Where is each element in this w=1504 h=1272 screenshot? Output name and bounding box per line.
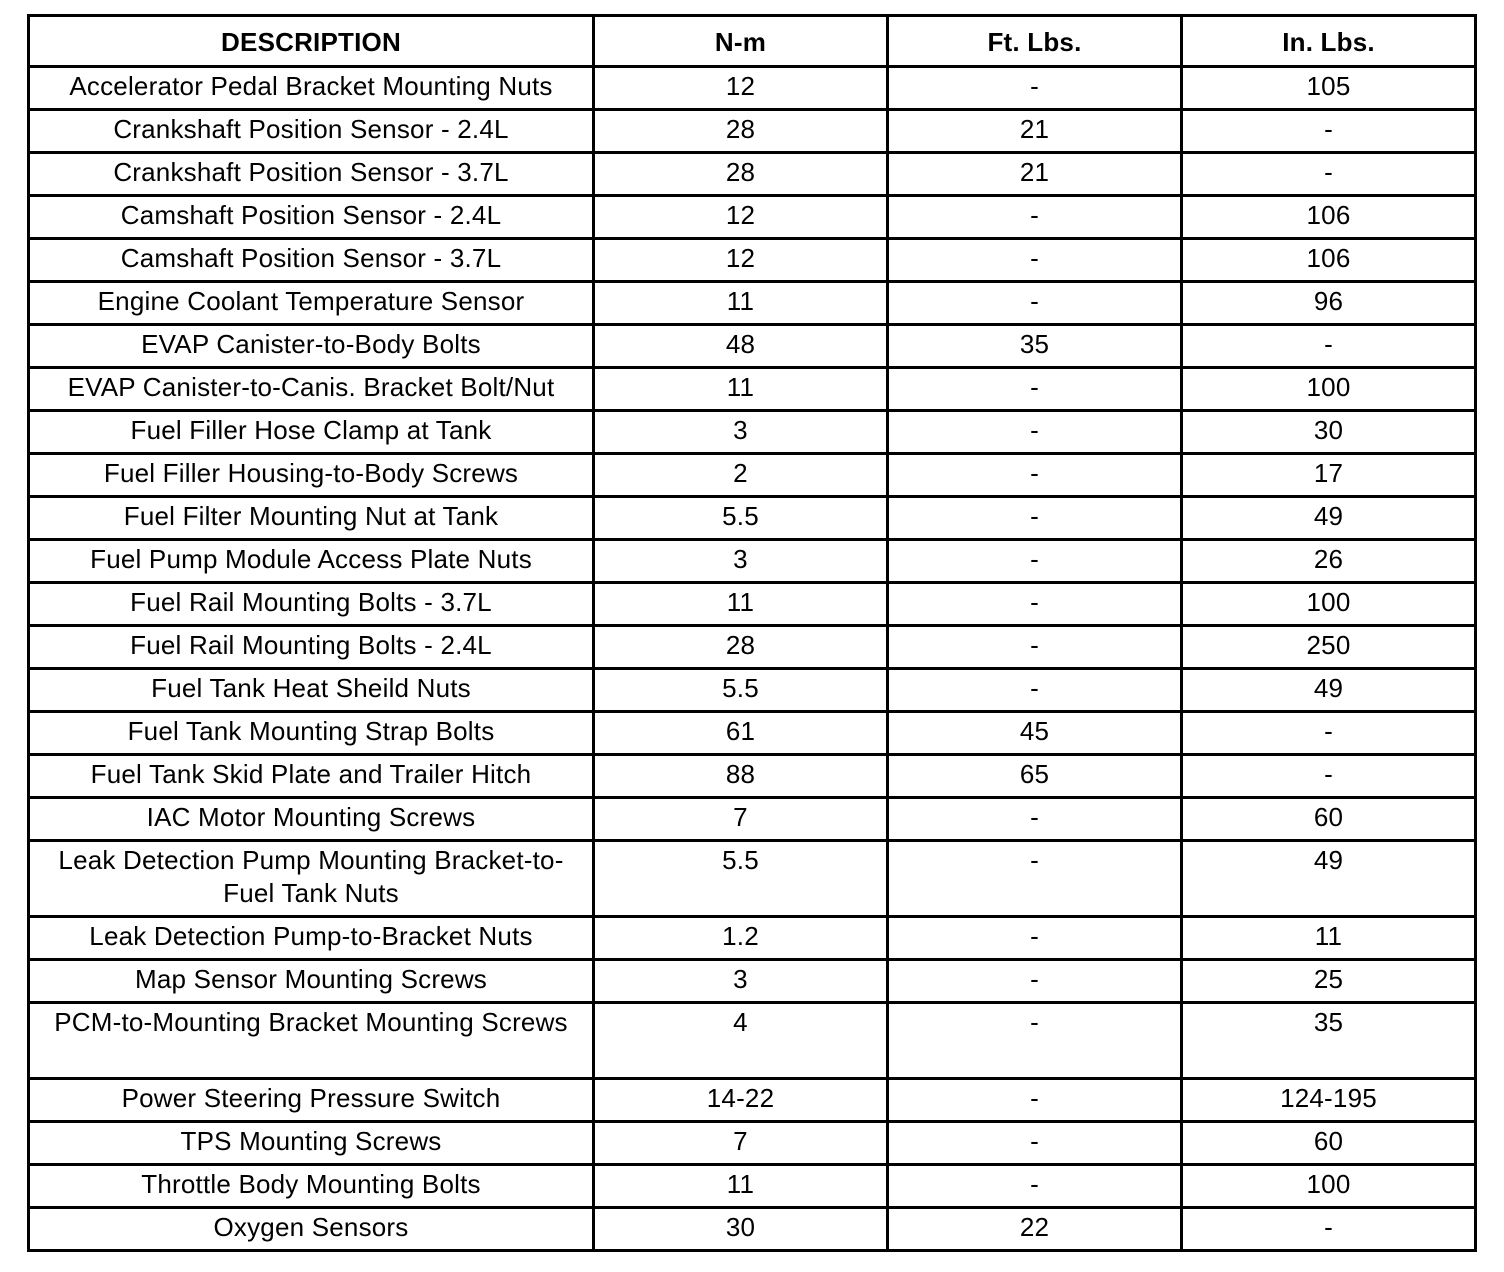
table-row (29, 755, 1476, 798)
cell-nm: 5.5 (594, 841, 888, 917)
header-nm: N-m (594, 16, 888, 67)
cell-ft-lbs: 35 (888, 325, 1182, 368)
cell-description: Fuel Filler Housing-to-Body Screws (29, 454, 594, 497)
table-row (29, 497, 1476, 540)
cell-nm: 7 (594, 798, 888, 841)
cell-ft-lbs: - (888, 239, 1182, 282)
cell-description: Crankshaft Position Sensor - 2.4L (29, 110, 594, 153)
table-row (29, 626, 1476, 669)
table-row (29, 196, 1476, 239)
cell-nm: 11 (594, 368, 888, 411)
cell-ft-lbs: - (888, 1165, 1182, 1208)
cell-ft-lbs: - (888, 583, 1182, 626)
cell-nm: 11 (594, 1165, 888, 1208)
table-row (29, 1165, 1476, 1208)
table-row (29, 712, 1476, 755)
cell-description: Oxygen Sensors (29, 1208, 594, 1251)
cell-description: Fuel Pump Module Access Plate Nuts (29, 540, 594, 583)
cell-nm: 7 (594, 1122, 888, 1165)
cell-in-lbs: 25 (1182, 960, 1476, 1003)
cell-description: EVAP Canister-to-Canis. Bracket Bolt/Nut (29, 368, 594, 411)
cell-nm: 14-22 (594, 1079, 888, 1122)
cell-nm: 48 (594, 325, 888, 368)
cell-nm: 3 (594, 960, 888, 1003)
cell-ft-lbs: - (888, 497, 1182, 540)
cell-nm: 12 (594, 239, 888, 282)
cell-in-lbs: 11 (1182, 917, 1476, 960)
cell-in-lbs: 30 (1182, 411, 1476, 454)
table-row (29, 110, 1476, 153)
cell-in-lbs: 49 (1182, 841, 1476, 917)
cell-nm: 2 (594, 454, 888, 497)
cell-ft-lbs: - (888, 1003, 1182, 1079)
cell-description: Engine Coolant Temperature Sensor (29, 282, 594, 325)
table-row (29, 669, 1476, 712)
cell-description: Fuel Rail Mounting Bolts - 3.7L (29, 583, 594, 626)
cell-in-lbs: 60 (1182, 1122, 1476, 1165)
table-row (29, 1208, 1476, 1251)
cell-nm: 5.5 (594, 669, 888, 712)
cell-ft-lbs: - (888, 960, 1182, 1003)
cell-description: Leak Detection Pump Mounting Bracket-to-Fuel Tank Nuts (29, 841, 594, 917)
cell-ft-lbs: 21 (888, 110, 1182, 153)
cell-ft-lbs: - (888, 917, 1182, 960)
cell-description: Accelerator Pedal Bracket Mounting Nuts (29, 67, 594, 110)
cell-in-lbs: - (1182, 755, 1476, 798)
cell-ft-lbs: - (888, 368, 1182, 411)
table-row (29, 540, 1476, 583)
cell-in-lbs: - (1182, 110, 1476, 153)
cell-in-lbs: 96 (1182, 282, 1476, 325)
cell-nm: 4 (594, 1003, 888, 1079)
cell-nm: 12 (594, 67, 888, 110)
cell-ft-lbs: 21 (888, 153, 1182, 196)
cell-ft-lbs: 22 (888, 1208, 1182, 1251)
cell-in-lbs: 35 (1182, 1003, 1476, 1079)
cell-ft-lbs: - (888, 540, 1182, 583)
table-row (29, 583, 1476, 626)
cell-nm: 28 (594, 110, 888, 153)
cell-in-lbs: 49 (1182, 497, 1476, 540)
cell-description: Fuel Rail Mounting Bolts - 2.4L (29, 626, 594, 669)
cell-ft-lbs: - (888, 798, 1182, 841)
cell-ft-lbs: - (888, 282, 1182, 325)
cell-nm: 11 (594, 583, 888, 626)
table-row (29, 1122, 1476, 1165)
cell-nm: 12 (594, 196, 888, 239)
cell-in-lbs: - (1182, 712, 1476, 755)
cell-description: Throttle Body Mounting Bolts (29, 1165, 594, 1208)
cell-nm: 88 (594, 755, 888, 798)
cell-ft-lbs: 65 (888, 755, 1182, 798)
table-row (29, 411, 1476, 454)
table-row (29, 282, 1476, 325)
cell-nm: 3 (594, 411, 888, 454)
cell-description: Camshaft Position Sensor - 3.7L (29, 239, 594, 282)
cell-in-lbs: 106 (1182, 239, 1476, 282)
cell-description: Crankshaft Position Sensor - 3.7L (29, 153, 594, 196)
cell-description: Camshaft Position Sensor - 2.4L (29, 196, 594, 239)
table-row (29, 153, 1476, 196)
cell-ft-lbs: - (888, 1079, 1182, 1122)
cell-in-lbs: 100 (1182, 368, 1476, 411)
header-ft-lbs: Ft. Lbs. (888, 16, 1182, 67)
header-in-lbs: In. Lbs. (1182, 16, 1476, 67)
cell-description: PCM-to-Mounting Bracket Mounting Screws (29, 1003, 594, 1079)
cell-ft-lbs: - (888, 454, 1182, 497)
header-description: DESCRIPTION (29, 16, 594, 67)
cell-nm: 28 (594, 626, 888, 669)
cell-description: Map Sensor Mounting Screws (29, 960, 594, 1003)
table-header-row (29, 16, 1476, 67)
cell-description: Fuel Tank Heat Sheild Nuts (29, 669, 594, 712)
cell-description: IAC Motor Mounting Screws (29, 798, 594, 841)
table-row (29, 67, 1476, 110)
cell-description: Fuel Filler Hose Clamp at Tank (29, 411, 594, 454)
cell-ft-lbs: - (888, 669, 1182, 712)
cell-in-lbs: - (1182, 1208, 1476, 1251)
cell-ft-lbs: - (888, 411, 1182, 454)
cell-in-lbs: - (1182, 325, 1476, 368)
cell-in-lbs: 26 (1182, 540, 1476, 583)
cell-ft-lbs: - (888, 841, 1182, 917)
cell-nm: 11 (594, 282, 888, 325)
cell-nm: 5.5 (594, 497, 888, 540)
cell-nm: 28 (594, 153, 888, 196)
cell-description: Fuel Filter Mounting Nut at Tank (29, 497, 594, 540)
cell-ft-lbs: - (888, 626, 1182, 669)
cell-ft-lbs: - (888, 67, 1182, 110)
table-row (29, 798, 1476, 841)
table-row (29, 368, 1476, 411)
cell-ft-lbs: 45 (888, 712, 1182, 755)
table-row (29, 960, 1476, 1003)
cell-description: Power Steering Pressure Switch (29, 1079, 594, 1122)
table-row (29, 1079, 1476, 1122)
cell-in-lbs: 106 (1182, 196, 1476, 239)
table-row (29, 1003, 1476, 1079)
table-row (29, 841, 1476, 917)
cell-in-lbs: 17 (1182, 454, 1476, 497)
cell-in-lbs: 250 (1182, 626, 1476, 669)
cell-description: EVAP Canister-to-Body Bolts (29, 325, 594, 368)
table-row (29, 917, 1476, 960)
cell-nm: 61 (594, 712, 888, 755)
cell-in-lbs: 105 (1182, 67, 1476, 110)
cell-nm: 1.2 (594, 917, 888, 960)
cell-in-lbs: 60 (1182, 798, 1476, 841)
cell-in-lbs: 49 (1182, 669, 1476, 712)
table-body (29, 67, 1476, 1251)
cell-ft-lbs: - (888, 1122, 1182, 1165)
cell-in-lbs: 100 (1182, 583, 1476, 626)
cell-nm: 30 (594, 1208, 888, 1251)
cell-description: Leak Detection Pump-to-Bracket Nuts (29, 917, 594, 960)
cell-in-lbs: - (1182, 153, 1476, 196)
torque-spec-table (27, 14, 1477, 1252)
cell-in-lbs: 100 (1182, 1165, 1476, 1208)
cell-description: TPS Mounting Screws (29, 1122, 594, 1165)
cell-ft-lbs: - (888, 196, 1182, 239)
cell-in-lbs: 124-195 (1182, 1079, 1476, 1122)
cell-description: Fuel Tank Mounting Strap Bolts (29, 712, 594, 755)
cell-nm: 3 (594, 540, 888, 583)
cell-description: Fuel Tank Skid Plate and Trailer Hitch (29, 755, 594, 798)
table-row (29, 325, 1476, 368)
table-row (29, 239, 1476, 282)
table-row (29, 454, 1476, 497)
